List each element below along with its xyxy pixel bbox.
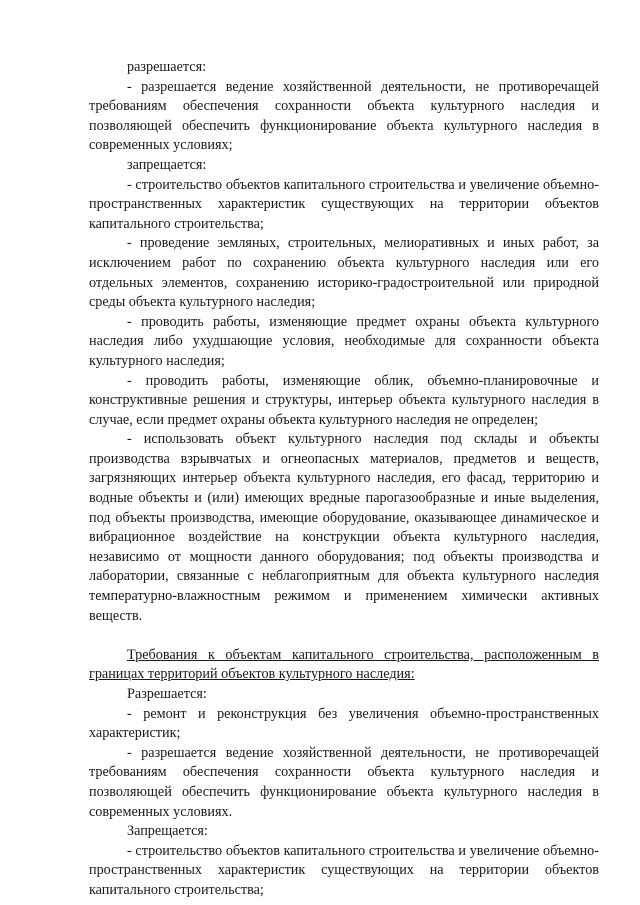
paragraph: - разрешается ведение хозяйственной деятельности, не противоречащей требованиям обеспечения сохранности объекта культурного наследия и позволяющей обеспечить функционирование объекта культурного наследия в современных условиях. <box>89 744 599 820</box>
paragraph: - разрешается ведение хозяйственной деятельности, не противоречащей требованиям обеспечения сохранности объекта культурного наследия и позволяющей обеспечить функционирование объекта культурного наследия в современных условиях; <box>89 78 599 154</box>
paragraph: - строительство объектов капитального строительства и увеличение объемно-пространственных характеристик существующих на территории объектов капитального строительства; <box>89 842 599 898</box>
paragraph: Разрешается: <box>127 686 207 702</box>
paragraph: запрещается: <box>127 156 207 173</box>
paragraph: Запрещается: <box>127 823 208 840</box>
paragraph: - проведение земляных, строительных, мелиоративных и иных работ, за исключением работ по сохранению объекта культурного наследия или его отдельных элементов, сохранению историко-градостроительной или природной среды объекта культурного наследия; <box>89 235 599 311</box>
section-spacer <box>89 626 599 646</box>
paragraph: - проводить работы, изменяющие облик, объемно-планировочные и конструктивные решения и структуры, интерьер объекта культурного наследия в случае, если предмет охраны объекта культурного наследия не определен; <box>89 372 599 428</box>
paragraph: - ремонт и реконструкция без увеличения объемно-пространственных характеристик; <box>89 705 599 742</box>
paragraph: разрешается: <box>127 59 207 75</box>
paragraph: - проводить работы, изменяющие предмет охраны объекта культурного наследия либо ухудшающие условия, необходимые для сохранности объекта культурного наследия; <box>89 313 599 369</box>
section-heading: Требования к объектам капитального строительства, расположенным в границах территорий объектов культурного наследия: <box>89 646 599 683</box>
document-page <box>89 58 599 901</box>
paragraph: - строительство объектов капитального строительства и увеличение объемно-пространственных характеристик существующих на территории объектов капитального строительства; <box>89 176 599 232</box>
paragraph: - использовать объект культурного наследия под склады и объекты производства взрывчатых и огнеопасных материалов, предметов и веществ, загрязняющих интерьер объекта культурного наследия, его фасад, территорию и водные объекты и (или) имеющих вредные парогазообразные и иные выделения, под объекты производства, имеющие оборудование, оказывающее динамическое и вибрационное воздействие на конструкции объекта культурного наследия, независимо от мощности данного оборудования; под объекты производства и лаборатории, связанные с неблагоприятным для объекта культурного наследия температурно-влажностным режимом и применением химически активных веществ. <box>89 431 599 624</box>
